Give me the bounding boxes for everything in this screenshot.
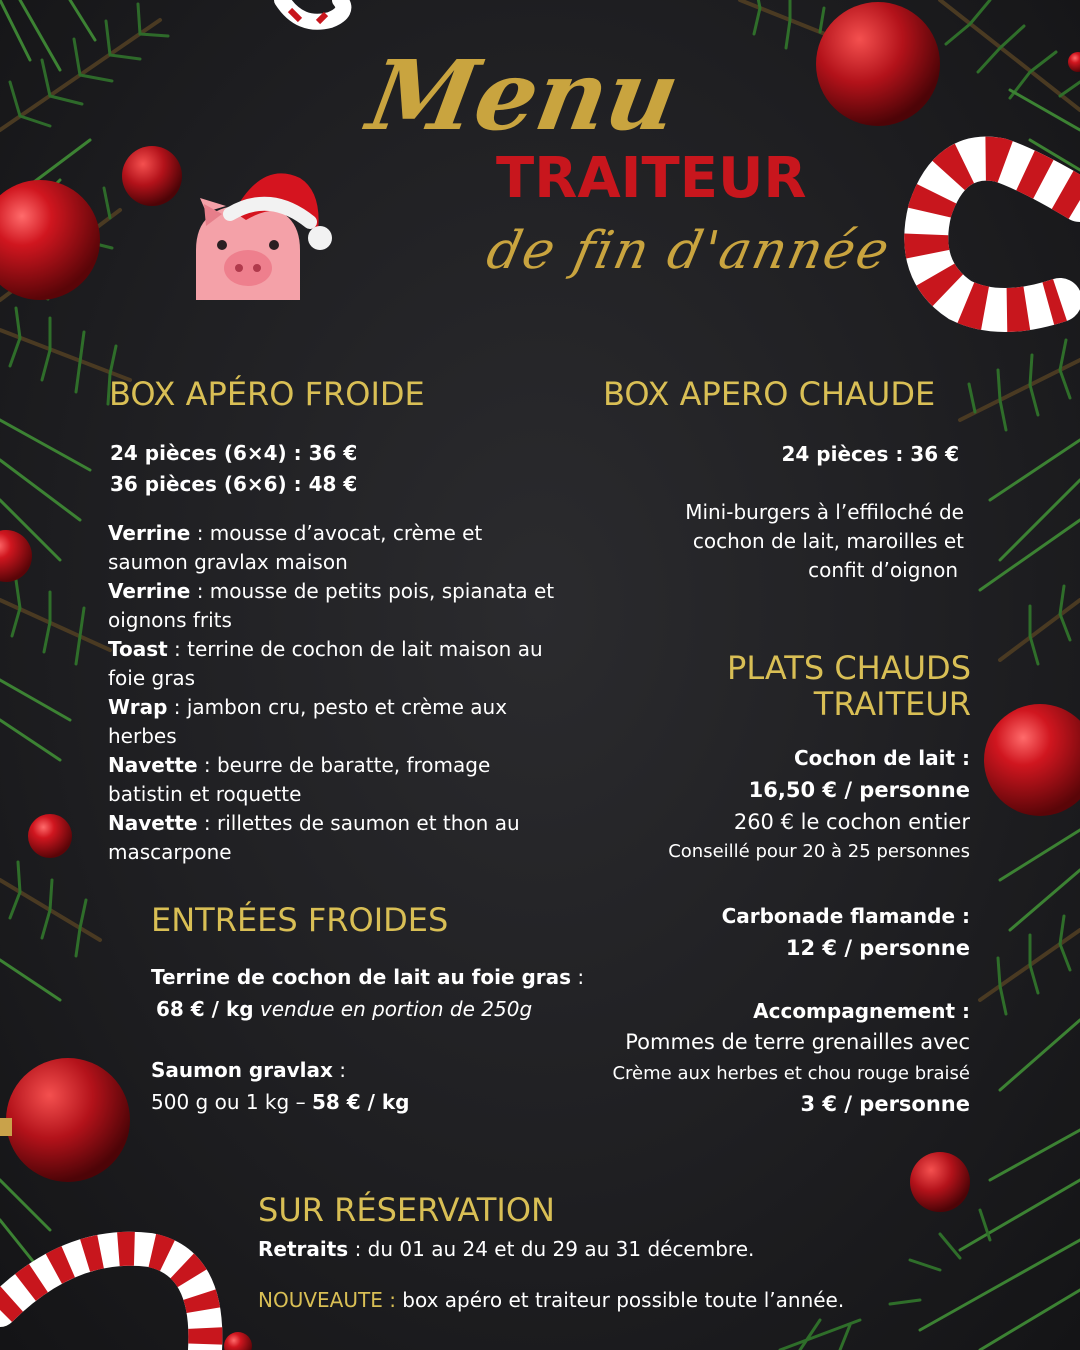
- terrine-price-line: [151, 993, 584, 1025]
- item-name: Verrine: [108, 579, 191, 603]
- item-name: Navette: [108, 811, 198, 835]
- item-desc: : terrine de cochon de lait maison au: [167, 637, 543, 661]
- plats-chauds-title: [571, 650, 971, 722]
- accomp-title: Accompagnement :: [753, 999, 970, 1023]
- reservation-title: SUR RÉSERVATION: [258, 1191, 555, 1229]
- carbonade-title: Carbonade flamande :: [721, 904, 970, 928]
- box-chaude-desc-3: confit d’oignon: [808, 558, 958, 582]
- terrine-price: 68 € / kg: [156, 997, 254, 1021]
- list-item: [108, 519, 554, 548]
- header-menu-script: Menu: [360, 39, 688, 152]
- pig-santa-hat-icon: [196, 173, 332, 300]
- box-froide-prices: [110, 438, 357, 500]
- header-traiteur: TRAITEUR: [496, 146, 807, 211]
- box-chaude-price: 24 pièces : 36 €: [781, 442, 959, 466]
- terrine-colon: :: [571, 965, 585, 989]
- entrees-froides-title: ENTRÉES FROIDES: [151, 901, 449, 939]
- item-desc: : mousse d’avocat, crème et: [190, 521, 483, 545]
- item-name: Toast: [108, 637, 168, 661]
- saumon-title: Saumon gravlax: [151, 1058, 333, 1082]
- retraits-line: [258, 1235, 754, 1264]
- box-chaude-desc-1: Mini-burgers à l’effiloché de: [685, 500, 964, 524]
- box-chaude-desc-2: cochon de lait, maroilles et: [692, 529, 964, 553]
- terrine-note: vendue en portion de 250g: [253, 997, 533, 1021]
- item-name: Navette: [108, 753, 198, 777]
- retraits-label: Retraits: [258, 1237, 349, 1261]
- plats-chauds-title-2: TRAITEUR: [813, 685, 971, 723]
- item-desc: : rillettes de saumon et thon au: [197, 811, 520, 835]
- item-desc-cont: foie gras: [108, 666, 196, 690]
- cochon-entier: 260 € le cochon entier: [733, 810, 970, 834]
- list-item: [108, 577, 554, 606]
- entrees-terrine: [151, 961, 584, 1025]
- reservation-retraits: [258, 1235, 754, 1264]
- box-apero-froide-title: BOX APÉRO FROIDE: [109, 375, 425, 413]
- accomp-line-1: Pommes de terre grenailles avec: [625, 1030, 970, 1054]
- nouveaute-line: [258, 1286, 844, 1315]
- item-desc-cont: oignons frits: [108, 608, 232, 632]
- item-desc: : mousse de petits pois, spianata et: [190, 579, 555, 603]
- cochon-price: 16,50 € / personne: [748, 778, 970, 802]
- saumon-price-line: [151, 1086, 410, 1118]
- box-froide-price-36: 36 pièces (6×6) : 48 €: [110, 472, 358, 496]
- accomp-line-2: Crème aux herbes et chou rouge braisé: [612, 1063, 970, 1084]
- plats-chauds-cochon: [470, 742, 970, 866]
- accomp-price: 3 € / personne: [800, 1092, 970, 1116]
- nouveaute-label: NOUVEAUTE :: [258, 1288, 396, 1312]
- list-item: [108, 693, 554, 722]
- box-froide-price-24: 24 pièces (6×4) : 36 €: [110, 441, 358, 465]
- item-desc-cont: batistin et roquette: [108, 782, 302, 806]
- nouveaute-text: box apéro et traiteur possible toute l’année.: [395, 1288, 845, 1312]
- item-desc-cont: saumon gravlax maison: [108, 550, 348, 574]
- item-name: Wrap: [108, 695, 168, 719]
- entrees-saumon: [151, 1054, 410, 1118]
- saumon-line: [151, 1054, 410, 1086]
- item-desc-cont: mascarpone: [108, 840, 232, 864]
- item-desc-cont: herbes: [108, 724, 177, 748]
- saumon-qty: 500 g ou 1 kg –: [151, 1090, 312, 1114]
- item-desc: : beurre de baratte, fromage: [197, 753, 491, 777]
- cochon-conseil: Conseillé pour 20 à 25 personnes: [668, 841, 970, 862]
- item-name: Verrine: [108, 521, 191, 545]
- terrine-title: Terrine de cochon de lait au foie gras: [151, 965, 572, 989]
- box-apero-chaude-title: BOX APERO CHAUDE: [603, 375, 936, 413]
- reservation-nouveaute: [258, 1286, 844, 1315]
- carbonade-price: 12 € / personne: [785, 936, 970, 960]
- header-subtitle-script: de fin d'année: [481, 221, 896, 281]
- saumon-colon: :: [332, 1058, 346, 1082]
- cochon-title: Cochon de lait :: [793, 746, 970, 770]
- plats-chauds-carbonade: [470, 900, 970, 964]
- plats-chauds-title-1: PLATS CHAUDS: [727, 649, 971, 687]
- retraits-text: : du 01 au 24 et du 29 au 31 décembre.: [348, 1237, 755, 1261]
- box-chaude-desc: [604, 498, 964, 585]
- terrine-line: [151, 961, 584, 993]
- saumon-price: 58 € / kg: [311, 1090, 410, 1114]
- item-desc: : jambon cru, pesto et crème aux: [167, 695, 508, 719]
- list-item: [108, 635, 554, 664]
